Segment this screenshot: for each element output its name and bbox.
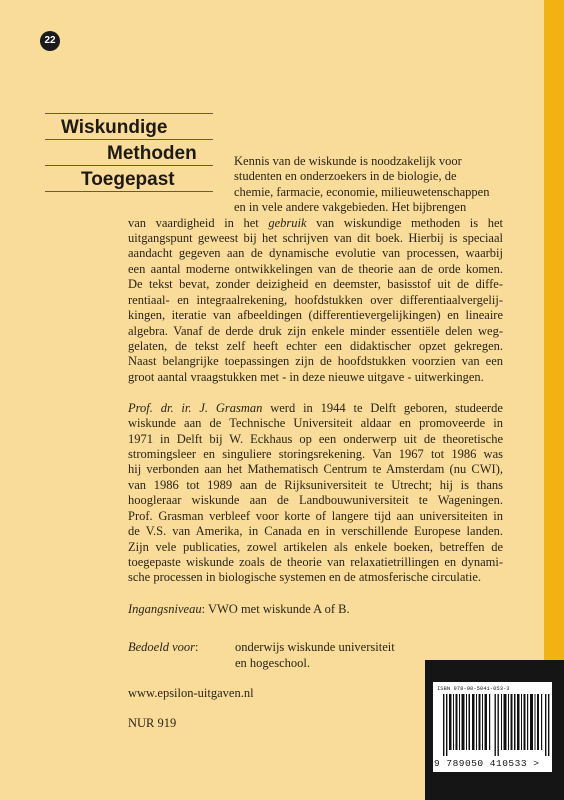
intro-line-3: chemie, farmacie, economie, milieuwetenschappen (234, 185, 490, 199)
intro-line-1: Kennis van de wiskunde is noodzakelijk voor (234, 154, 462, 168)
para1-text: van vaardigheid in het (128, 216, 269, 230)
para1-line-9: gelaten, de tekst zelf heeft echter een didaktischer opzet gekregen. (128, 339, 503, 353)
para1-line-3: aandacht gegeven aan de dynamische evolutie van processen, waarbij (128, 246, 503, 260)
para2-line-7: hoogleraar wiskunde aan de Landbouwuniversiteit te Wageningen. (128, 493, 503, 507)
intro-line-4: en in vele andere vakgebieden. Het bijbrengen (234, 200, 467, 214)
para2-line-6: van 1986 tot 1989 aan de Rijksuniversiteit te Utrecht; hij is thans (128, 478, 503, 492)
para2-line-10: Zijn vele publicaties, zowel artikelen als enkele boeken, betreffen de (128, 540, 503, 554)
website-link[interactable]: www.epsilon-uitgaven.nl (128, 686, 254, 700)
para2-line-4: stromingsleer en singuliere storingsrekening. Van 1967 tot 1986 was (128, 447, 503, 461)
title-rule-top (45, 113, 213, 114)
para2-line-8: Prof. Grasman verbleef voor korte of langere tijd aan universiteiten in (128, 509, 503, 523)
title-rule-1 (45, 139, 213, 140)
title-line-2: Methoden (107, 143, 197, 164)
isbn-text: ISBN 978-90-5041-053-3 (437, 685, 510, 692)
para1-line-11: groot aantal vraagstukken met - in deze nieuwe uitgave - uitwerkingen. (128, 370, 484, 384)
intro-line-2: studenten en onderzoekers in de biologie, de (234, 169, 457, 183)
para2-line-11: toegepaste wiskunde zoals de theorie van relaxatietrillingen en dynami- (128, 555, 503, 569)
para2-line-9: de V.S. van Amerika, in Canada en in verschillende Europese landen. (128, 524, 503, 538)
audience-label-line (128, 640, 198, 655)
para1-text: van wiskundige methoden is het (306, 216, 503, 230)
audience-colon: : (195, 640, 199, 654)
para2-line-12: sche processen in biologische systemen en de atmosferische circulatie. (128, 570, 482, 584)
para2-line-2: wiskunde aan de Technische Universiteit aldaar en promoveerde in (128, 416, 503, 430)
para1-line-4: een aantal moderne ontwikkelingen van de theorie aan de orde komen. (128, 262, 503, 276)
para2-line-1 (128, 401, 503, 416)
para1-line-6: rentiaal- en integraalrekening, hoofdstukken over differentiaalvergelij- (128, 293, 503, 307)
author-name: Prof. dr. ir. J. Grasman (128, 401, 263, 415)
level-label: Ingangsniveau (128, 602, 202, 616)
title-line-3: Toegepast (81, 169, 175, 190)
audience-line-1: onderwijs wiskunde universiteit (235, 640, 395, 654)
level-value: : VWO met wiskunde A of B. (201, 602, 350, 616)
para1-line-7: kingen, iteratie van afbeeldingen (differentievergelijkingen) en lineaire (128, 308, 503, 322)
barcode-bars-icon (443, 694, 551, 756)
level-line (128, 602, 350, 617)
title-rule-bottom (45, 191, 213, 192)
isbn-digits: 9 789050 410533 > (434, 758, 540, 769)
audience-label: Bedoeld voor (128, 640, 195, 654)
title-line-1: Wiskundige (61, 117, 168, 138)
audience-line-2: en hogeschool. (235, 656, 310, 670)
page-number-badge: 22 (40, 31, 60, 51)
para1-line-5: De tekst bevat, zonder deizigheid en deemster, basisstof uit de diffe- (128, 277, 503, 291)
para2-line-3: 1971 in Delft bij W. Eckhaus op een onderwerp uit de theoretische (128, 432, 503, 446)
title-rule-2 (45, 165, 213, 166)
para1-emphasis: gebruik (268, 216, 307, 230)
para1-line-1 (128, 216, 503, 231)
para1-line-10: Naast belangrijke toepassingen zijn de hoofdstukken voorzien van een (128, 354, 503, 368)
para1-line-2: uitgangspunt geweest bij het schrijven van dit boek. Hierbij is speciaal (128, 231, 503, 245)
para1-line-8: algebra. Vanaf de derde druk zijn enkele minder essentiële delen weg- (128, 324, 503, 338)
para2-text: werd in 1944 te Delft geboren, studeerde (262, 401, 503, 415)
para2-line-5: hij verbonden aan het Mathematisch Centrum te Amsterdam (nu CWI), (128, 462, 503, 476)
nur-code: NUR 919 (128, 716, 177, 730)
